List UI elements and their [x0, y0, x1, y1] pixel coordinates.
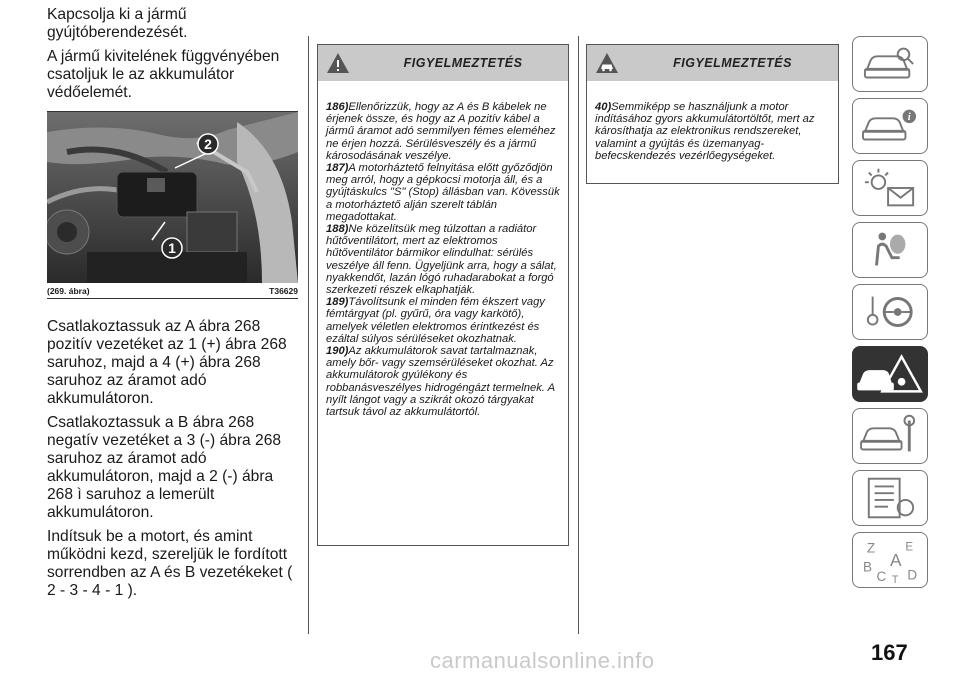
tab-safety[interactable]	[852, 222, 928, 278]
tab-starting-driving[interactable]	[852, 284, 928, 340]
warning-item-number: 189)	[326, 296, 349, 309]
car-emergency-icon	[853, 347, 927, 401]
warning-item-number: 188)	[326, 223, 349, 236]
warning-item	[326, 101, 560, 162]
key-steering-wheel-icon	[853, 285, 927, 339]
column-divider-2	[578, 36, 579, 634]
tab-specifications[interactable]	[852, 470, 928, 526]
warning-box-left	[317, 44, 569, 546]
airbag-icon	[853, 223, 927, 277]
warning-body-right	[587, 81, 838, 170]
tab-lights-messages[interactable]	[852, 160, 928, 216]
index-letter-t: T	[891, 574, 899, 587]
warning-item-text: Az akkumulátorok savat tartalmaznak, amely bőr- vagy szemsérüléseket okozhat. Az akkumulátorok gyúlékony és robbanásveszélyes hidrogéngázt termelnek. A nyílt lángot vagy a szikrát okozó tárgyakat tartsuk távol az akkumulátortól.	[326, 345, 555, 419]
page-number: 167	[871, 640, 908, 665]
warning-header-right	[587, 45, 838, 81]
instruction-paragraph-3: Indítsuk be a motort, és amint működni kezd, szereljük le fordított sorrendben az A és B vezetékeket ( 2 - 3 - 4 - 1 ).	[47, 528, 293, 599]
car-service-icon	[853, 409, 927, 463]
warning-item-text: Semmiképp se használjunk a motor indításához gyors akkumulátortöltőt, mert az károsíthatja az elektronikus rendszereket, valamint a gyújtás és üzemanyag-befecskendezés vezérlőegységeket.	[595, 101, 815, 162]
instruction-paragraph-2: Csatlakoztassuk a B ábra 268 negatív vezetéket a 3 (-) ábra 268 saruhoz az áramot adó akkumulátoron, majd a 2 (-) ábra 268 ì saruhoz a lemerült akkumulátoron.	[47, 414, 282, 521]
intro-text	[47, 6, 299, 108]
car-search-icon	[853, 37, 927, 91]
svg-text:i: i	[907, 112, 911, 124]
intro-paragraph-1: Kapcsolja ki a jármű gyújtóberendezését.	[47, 6, 188, 41]
instruction-paragraph-1: Csatlakoztassuk az A ábra 268 pozitív vezetéket az 1 (+) ábra 268 saruhoz, majd a 4 (+) ábra 268 saruhoz az áramot adó akkumulátoron.	[47, 318, 287, 407]
warning-item	[326, 223, 560, 296]
warning-item-text: Ne közelítsük meg túlzottan a radiátor hűtőventilátort, mert az elektromos hűtőventilátor bármikor elindulhat: sérülés veszélye áll fenn. Ügyeljünk arra, hogy a sálat, nyakkendőt, lazán lógó ruhadarabokat a forgó szerkezeti részek elkaphatják.	[326, 223, 557, 297]
index-letter-z: Z	[866, 540, 876, 556]
tab-index[interactable]	[852, 532, 928, 588]
figure-code: T36629	[269, 286, 298, 296]
warning-item	[595, 101, 830, 162]
index-letter-d: D	[907, 567, 918, 583]
tab-maintenance[interactable]	[852, 408, 928, 464]
instructions-text	[47, 318, 299, 606]
index-letter-b: B	[863, 559, 873, 575]
warning-title-right: FIGYELMEZTETÉS	[673, 56, 792, 70]
tab-car-info[interactable]	[852, 98, 928, 154]
index-letter-e: E	[905, 541, 914, 554]
intro-paragraph-2: A jármű kivitelének függvényében csatoljuk le az akkumulátor védőelemét.	[47, 48, 280, 101]
figure-caption-text: (269. ábra)	[47, 286, 90, 296]
light-envelope-icon	[853, 161, 927, 215]
index-letter-c: C	[876, 569, 887, 585]
warning-item-text: A motorháztető felnyitása előtt győződjön meg arról, hogy a gépkocsi motorja áll, és a gyújtáskulcs "S" (Stop) állásban van. Kövessük a motorháztető alján szerelt táblán megadottakat.	[326, 162, 560, 223]
warning-body-left	[318, 81, 568, 426]
tab-car-search[interactable]	[852, 36, 928, 92]
callout-1-label: 1	[168, 240, 176, 256]
warning-item-number: 40)	[595, 101, 612, 113]
callout-2-label: 2	[204, 136, 212, 152]
chapter-sidebar	[852, 36, 930, 594]
warning-item-number: 187)	[326, 162, 349, 175]
warning-item-text: Ellenőrizzük, hogy az A és B kábelek ne érjenek össze, és hogy az A pozitív kábel a jármű áramot adó semmilyen fémes eleméhez ne érjen hozzá. Sérülésveszély és a jármű károsodásának veszélye.	[326, 101, 556, 162]
warning-triangle-icon	[326, 51, 350, 75]
warning-box-right	[586, 44, 839, 184]
tab-emergency[interactable]	[852, 346, 928, 402]
column-divider-1	[308, 36, 309, 634]
engine-bay-photo	[47, 112, 298, 283]
warning-title-left: FIGYELMEZTETÉS	[403, 56, 523, 70]
warning-item-text: Távolítsunk el minden fém ékszert vagy fémtárgyat (pl. gyűrű, óra vagy karkötő), amelyek véletlen elektromos érintkezést és ezáltal súlyos sérüléseket okozhatnak.	[326, 296, 545, 345]
warning-item	[326, 296, 560, 345]
car-warning-icon	[595, 51, 619, 75]
warning-header-left	[318, 45, 568, 81]
figure-bottom-rule	[47, 298, 298, 299]
index-letter-a: A	[890, 549, 902, 570]
alphabet-index-icon	[853, 533, 927, 587]
watermark: carmanualsonline.info	[430, 648, 655, 673]
warning-item	[326, 345, 560, 418]
warning-item	[326, 162, 560, 223]
warning-item-number: 186)	[326, 101, 349, 113]
car-info-icon	[853, 99, 927, 153]
figure-caption	[47, 286, 298, 296]
warning-item-number: 190)	[326, 345, 349, 358]
specifications-list-icon	[853, 471, 927, 525]
